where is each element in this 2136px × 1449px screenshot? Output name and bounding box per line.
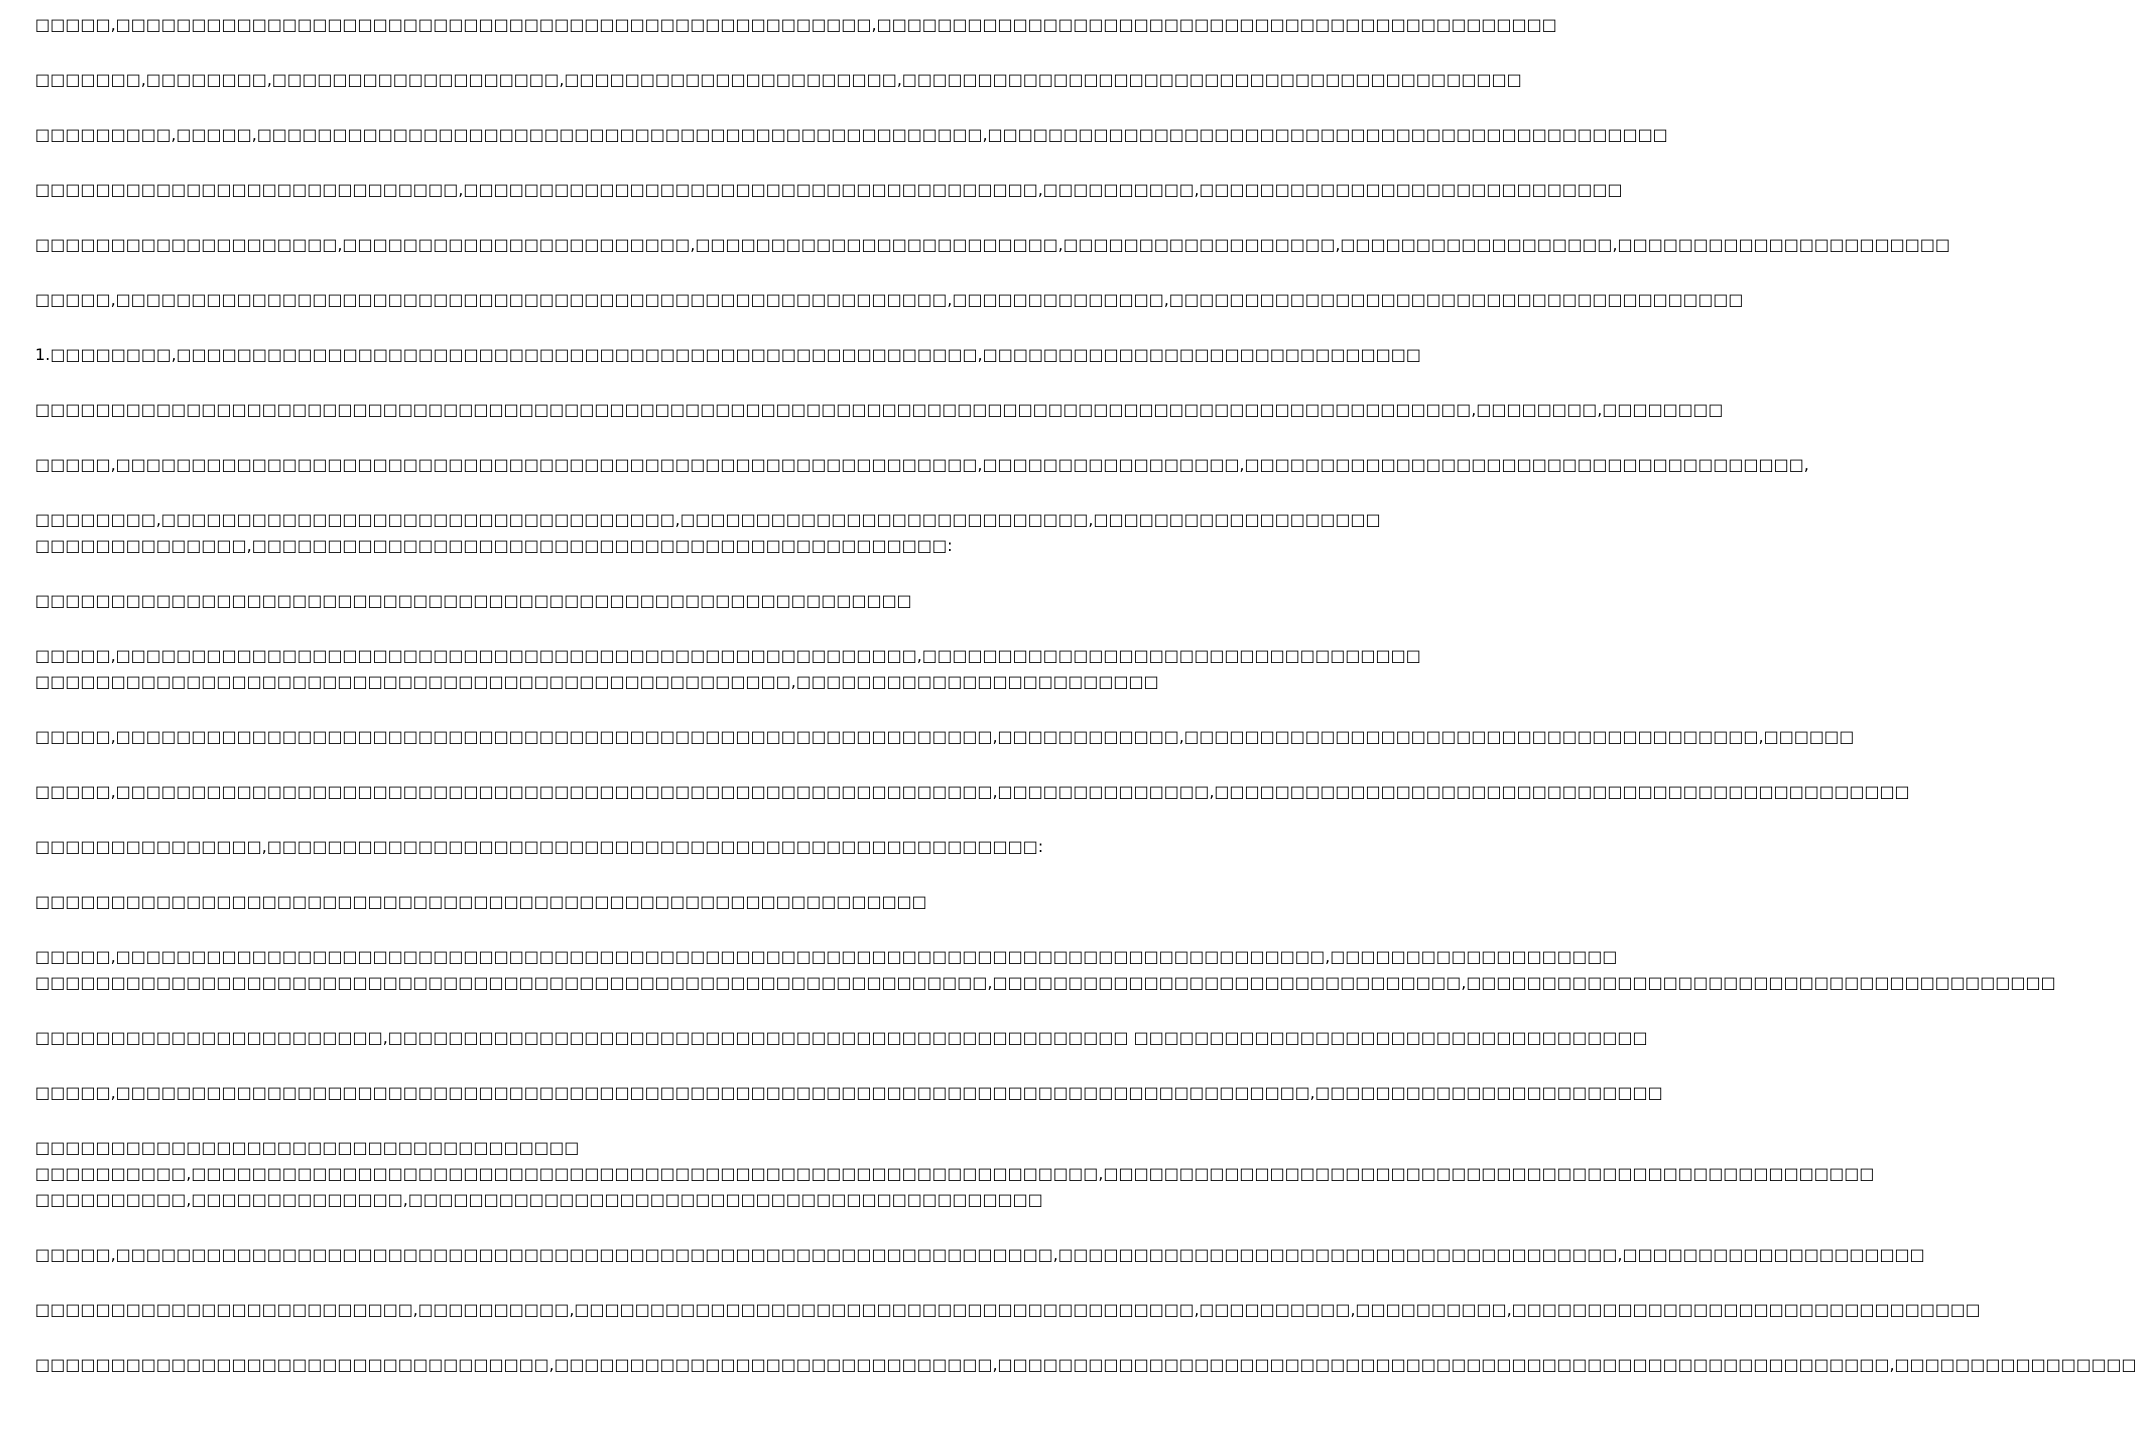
paragraph-spacer [35,860,990,889]
paragraph-spacer [35,368,990,397]
paragraph-spacer [35,1268,990,1297]
paragraph-line: □□□□□,□□□□□□□□□□□□□□□□□□□□□□□□□□□□□□□□□□□□□□□□□□□□□□□□□□□□□□□□□□,□□□□□□□□□□□□□□,□□□□□□□□□□□□□□□□□□□□□□□□□□□□□□□□□□□□□□□□□□□□□□ [35,782,1910,801]
paragraph-spacer [35,915,990,944]
paragraph [35,834,1044,860]
paragraph [35,1352,2136,1378]
paragraph-line: □□□□□□□□□,□□□□□,□□□□□□□□□□□□□□□□□□□□□□□□□□□□□□□□□□□□□□□□□□□□□□□□,□□□□□□□□□□□□□□□□□□□□□□□□□□□□□□□□□□□□□□□□□□□□□ [35,125,1668,144]
paragraph [35,724,1855,750]
paragraph-spacer [35,805,990,834]
paragraph-spacer [35,1323,990,1352]
paragraph [35,67,1522,93]
paragraph-line: □□□□□,□□□□□□□□□□□□□□□□□□□□□□□□□□□□□□□□□□□□□□□□□□□□□□□□□□□□□□□□□□□□□□□□□□□□□□□□□□□□□□□,□□□□□□□□□□□□□□□□□□□□□□□ [35,1083,1663,1102]
paragraph-line: □□□□□□□□□□□□□□□□□□□□□□□□□,□□□□□□□□□□,□□□□□□□□□□□□□□□□□□□□□□□□□□□□□□□□□□□□□□□□□,□□□□□□□□□□,□□□□□□□□□□,□□□□□□□□□□□□□□□□□□□□□□□□□□□□□□□ [35,1300,1981,1319]
paragraph [35,588,990,614]
paragraph-line: □□□□□,□□□□□□□□□□□□□□□□□□□□□□□□□□□□□□□□□□□□□□□□□□□□□□□□□□□□□,□□□□□□□□□□□□□□□□□□□□□□□□□□□□□□□□□ [35,646,1421,665]
paragraph [35,1080,1663,1106]
paragraph-line: □□□□□,□□□□□□□□□□□□□□□□□□□□□□□□□□□□□□□□□□□□□□□□□□□□□□□□□□□□□□□□□,□□□□□□□□□□□□□□□□□,□□□□□□□□□□□□□□□□□□□□□□□□□□□□□□□□□□□□□, [35,455,1809,474]
paragraph-spacer [35,258,990,287]
paragraph [35,452,1809,478]
paragraph-spacer [35,695,990,724]
paragraph-line: □□□□□,□□□□□□□□□□□□□□□□□□□□□□□□□□□□□□□□□□□□□□□□□□□□□□□□□□,□□□□□□□□□□□□□□□□□□□□□□□□□□□□□□□□□□□□□□□□□□□□□ [35,15,1557,34]
paragraph-spacer [35,559,990,588]
paragraph-spacer [35,1106,990,1135]
paragraph [35,177,1623,203]
paragraph [35,643,1421,695]
paragraph-line: □□□□□,□□□□□□□□□□□□□□□□□□□□□□□□□□□□□□□□□□□□□□□□□□□□□□□□□□□□□□□□□□,□□□□□□□□□□□□,□□□□□□□□□□□□□□□□□□□□□□□□□□□□□□□□□□□□□□,□□□□□□ [35,727,1855,746]
paragraph-line: □□□□□□□□□□□□□□□□□□□□□□□□□□□□□□□□□□□□□□□□□□□□□□□□□□,□□□□□□□□□□□□□□□□□□□□□□□□ [35,672,1159,691]
document-page [35,12,2136,1442]
paragraph-line: □□□□□□□□□□□□□□□□□□□□,□□□□□□□□□□□□□□□□□□□□□□□,□□□□□□□□□□□□□□□□□□□□□□□□,□□□□□□□□□□□□□□□□□□,□□□□□□□□□□□□□□□□□□,□□□□□□□□□□□□□□□□□□□□□□ [35,235,1951,254]
paragraph [35,944,2056,996]
paragraph-line: □□□□□□□,□□□□□□□□,□□□□□□□□□□□□□□□□□□□,□□□□□□□□□□□□□□□□□□□□□□,□□□□□□□□□□□□□□□□□□□□□□□□□□□□□□□□□□□□□□□□□ [35,70,1522,89]
paragraph [35,232,1951,258]
paragraph [35,122,1668,148]
paragraph-line: □□□□□,□□□□□□□□□□□□□□□□□□□□□□□□□□□□□□□□□□□□□□□□□□□□□□□□□□□□□□□,□□□□□□□□□□□□□□,□□□□□□□□□□□□□□□□□□□□□□□□□□□□□□□□□□□□□□ [35,290,1744,309]
paragraph [35,1297,1981,1323]
paragraph-line: 1.□□□□□□□□,□□□□□□□□□□□□□□□□□□□□□□□□□□□□□□□□□□□□□□□□□□□□□□□□□□□□□,□□□□□□□□□□□□□□□□□□□□□□□□□□□□□ [35,345,1421,364]
paragraph-spacer [35,478,990,507]
paragraph-spacer [35,203,990,232]
paragraph-line: □□□□□□□□□□□□□□□□□□□□□□□□□□□□,□□□□□□□□□□□□□□□□□□□□□□□□□□□□□□□□□□□□□□,□□□□□□□□□□,□□□□□□□□□□□□□□□□□□□□□□□□□□□□ [35,180,1623,199]
paragraph [35,397,1724,423]
paragraph [35,1025,1648,1051]
paragraph-line: □□□□□□□□□□□□□□□□□□□□□□□□□□□□□□□□□□□□□□□□□□□□□□□□□□□□□□□□□□ [35,591,912,610]
paragraph-line: □□□□□□□□□□□□□□□□□□□□□□□□□□□□□□□□□□□□□□□□□□□□□□□□□□□□□□□□□□□□□□□□□□□□□□□□□□□□□□□□□□□□□□□□□□□□□□□,□□□□□□□□,□□□□□□□□ [35,400,1724,419]
paragraph [35,889,990,915]
paragraph-spacer [35,313,990,342]
paragraph-spacer [35,750,990,779]
paragraph [35,779,1910,805]
paragraph [35,342,1421,368]
paragraph-spacer [35,1213,990,1242]
paragraph-line: □□□□□□□□□□□□□□□□□□□□□□□□□□□□□□□□□□□□□□□□□□□□□□□□□□□□□□□□□□□ [35,892,927,911]
paragraph [35,287,1744,313]
paragraph-spacer [35,614,990,643]
paragraph [35,1242,1925,1268]
paragraph-spacer [35,38,990,67]
paragraph-spacer [35,1051,990,1080]
paragraph-line: □□□□□□□□□□□□□□□□□□□□□□□,□□□□□□□□□□□□□□□□□□□□□□□□□□□□□□□□□□□□□□□□□□□□□□□□□ □□□□□□□□□□□□□□□□□□□□□□□□□□□□□□□□□□ [35,1028,1648,1047]
paragraph-line: □□□□□□□□□□□□□□□□□□□□□□□□□□□□□□□□□□□□ [35,1138,580,1157]
paragraph-spacer [35,148,990,177]
paragraph-line: □□□□□□□□□□,□□□□□□□□□□□□□□,□□□□□□□□□□□□□□□□□□□□□□□□□□□□□□□□□□□□□□□□□□ [35,1190,1043,1209]
paragraph-spacer [35,996,990,1025]
paragraph-line: □□□□□□□□□□,□□□□□□□□□□□□□□□□□□□□□□□□□□□□□□□□□□□□□□□□□□□□□□□□□□□□□□□□□□□□,□□□□□□□□□□□□□□□□□□□□□□□□□□□□□□□□□□□□□□□□□□□□□□□□□□□ [35,1164,1875,1183]
paragraph-line: □□□□□□□□,□□□□□□□□□□□□□□□□□□□□□□□□□□□□□□□□□□,□□□□□□□□□□□□□□□□□□□□□□□□□□□,□□□□□□□□□□□□□□□□□□□ [35,510,1381,529]
paragraph-line: □□□□□□□□□□□□□□□□□□□□□□□□□□□□□□□□□□□□□□□□□□□□□□□□□□□□□□□□□□□□□□□,□□□□□□□□□□□□□□□□□□□□□□□□□□□□□□□,□□□□□□□□□□□□□□□□□□□□□□□□□□□□□□□□□□□□□□□ [35,973,2056,992]
paragraph-spacer [35,423,990,452]
paragraph-line: □□□□□,□□□□□□□□□□□□□□□□□□□□□□□□□□□□□□□□□□□□□□□□□□□□□□□□□□□□□□□□□□□□□□,□□□□□□□□□□□□□□□□□□□□□□□□□□□□□□□□□□□□□,□□□□□□□□□□□□□□□□□□□□ [35,1245,1925,1264]
paragraph [35,1135,1875,1213]
paragraph-spacer [35,93,990,122]
paragraph-line: □□□□□□□□□□□□□□,□□□□□□□□□□□□□□□□□□□□□□□□□□□□□□□□□□□□□□□□□□□□□□: [35,536,953,555]
paragraph [35,507,1381,559]
paragraph-line: □□□□□□□□□□□□□□□,□□□□□□□□□□□□□□□□□□□□□□□□□□□□□□□□□□□□□□□□□□□□□□□□□□□: [35,837,1044,856]
paragraph-line: □□□□□,□□□□□□□□□□□□□□□□□□□□□□□□□□□□□□□□□□□□□□□□□□□□□□□□□□□□□□□□□□□□□□□□□□□□□□□□□□□□□□□□,□□□□□□□□□□□□□□□□□□□ [35,947,1618,966]
paragraph-line: □□□□□□□□□□□□□□□□□□□□□□□□□□□□□□□□□□,□□□□□□□□□□□□□□□□□□□□□□□□□□□□□,□□□□□□□□□□□□□□□□□□□□□□□□□□□□□□□□□□□□□□□□□□□□□□□□□□□□□□□□□□□,□□□□□□□□□□□□□□□□ [35,1355,2136,1374]
paragraph [35,12,1557,38]
